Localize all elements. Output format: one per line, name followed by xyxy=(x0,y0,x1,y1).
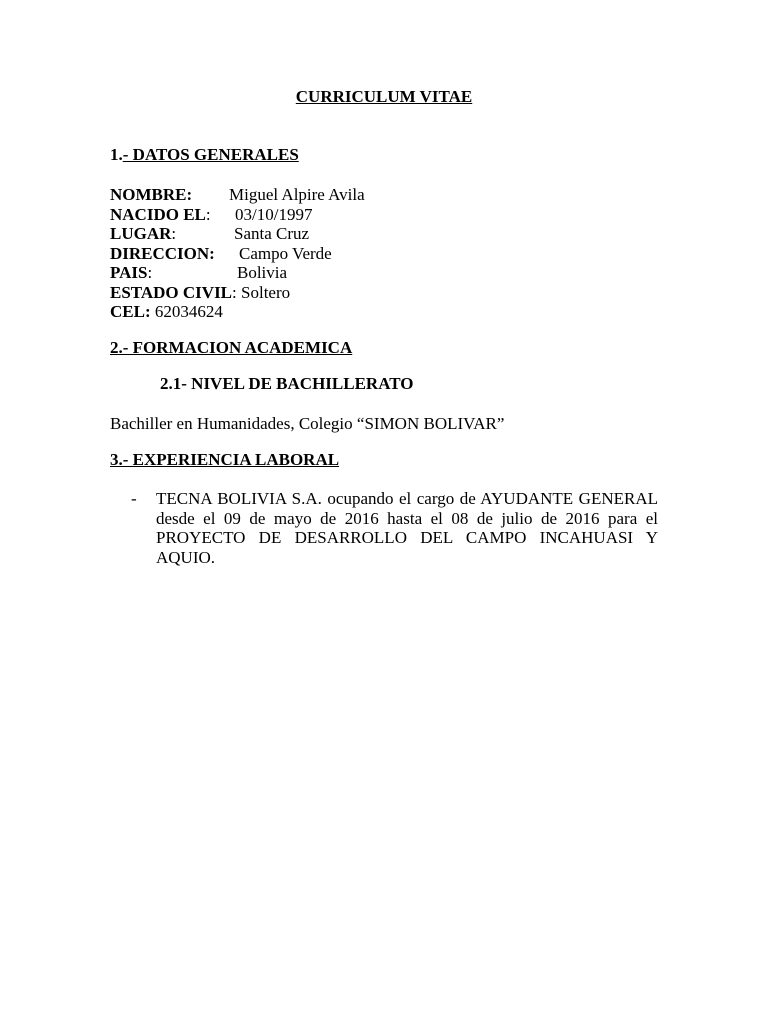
experience-text: TECNA BOLIVIA S.A. ocupando el cargo de AYUDANTE GENERAL desde el 09 de mayo de 2016 hasta el 08 de julio de 2016 para el PROYECTO DE DESARROLLO DEL CAMPO INCAHUASI Y AQUIO. xyxy=(156,489,658,567)
field-row-pais xyxy=(110,263,290,283)
field-value: Soltero xyxy=(241,282,291,302)
field-label: LUGAR xyxy=(110,224,172,243)
field-value: Bolivia xyxy=(237,263,288,282)
document-title: CURRICULUM VITAE xyxy=(295,87,473,106)
general-fields xyxy=(110,185,365,322)
field-value: 62034624 xyxy=(154,302,223,321)
field-label: DIRECCION: xyxy=(110,243,215,263)
list-item xyxy=(110,489,658,567)
field-row-nombre xyxy=(110,185,365,205)
field-separator: : xyxy=(147,263,153,282)
section-title: 3.- EXPERIENCIA LABORAL xyxy=(110,450,340,469)
field-separator: : xyxy=(171,224,177,243)
field-row-direccion xyxy=(110,243,332,264)
experience-list xyxy=(110,489,658,567)
section-number: 1. xyxy=(110,145,123,164)
bullet-dash: - xyxy=(131,489,137,508)
field-separator: : xyxy=(205,204,211,224)
field-label: NACIDO EL xyxy=(110,204,206,224)
field-value: Santa Cruz xyxy=(234,224,310,243)
field-label: CEL: xyxy=(110,302,151,321)
field-separator: : xyxy=(232,282,242,302)
field-label: PAIS xyxy=(110,263,148,282)
field-row-estado-civil xyxy=(110,283,290,303)
section-title: 2.- FORMACION ACADEMICA xyxy=(110,338,353,357)
field-row-cel xyxy=(110,302,290,322)
academic-description: Bachiller en Humanidades, Colegio “SIMON BOLIVAR” xyxy=(110,414,505,433)
section-title: - DATOS GENERALES xyxy=(122,145,299,164)
field-label: NOMBRE: xyxy=(110,185,193,204)
section-heading-general xyxy=(110,145,299,165)
section-heading-academic xyxy=(110,338,352,358)
field-value: Campo Verde xyxy=(239,243,332,263)
field-label: ESTADO CIVIL xyxy=(110,282,233,302)
field-row-lugar xyxy=(110,224,310,244)
subsection-heading-bachillerato: 2.1- NIVEL DE BACHILLERATO xyxy=(160,374,414,393)
field-value: Miguel Alpire Avila xyxy=(229,185,365,204)
field-value: 03/10/1997 xyxy=(235,204,313,224)
field-row-nacido xyxy=(110,204,313,225)
section-heading-experience xyxy=(110,450,339,470)
